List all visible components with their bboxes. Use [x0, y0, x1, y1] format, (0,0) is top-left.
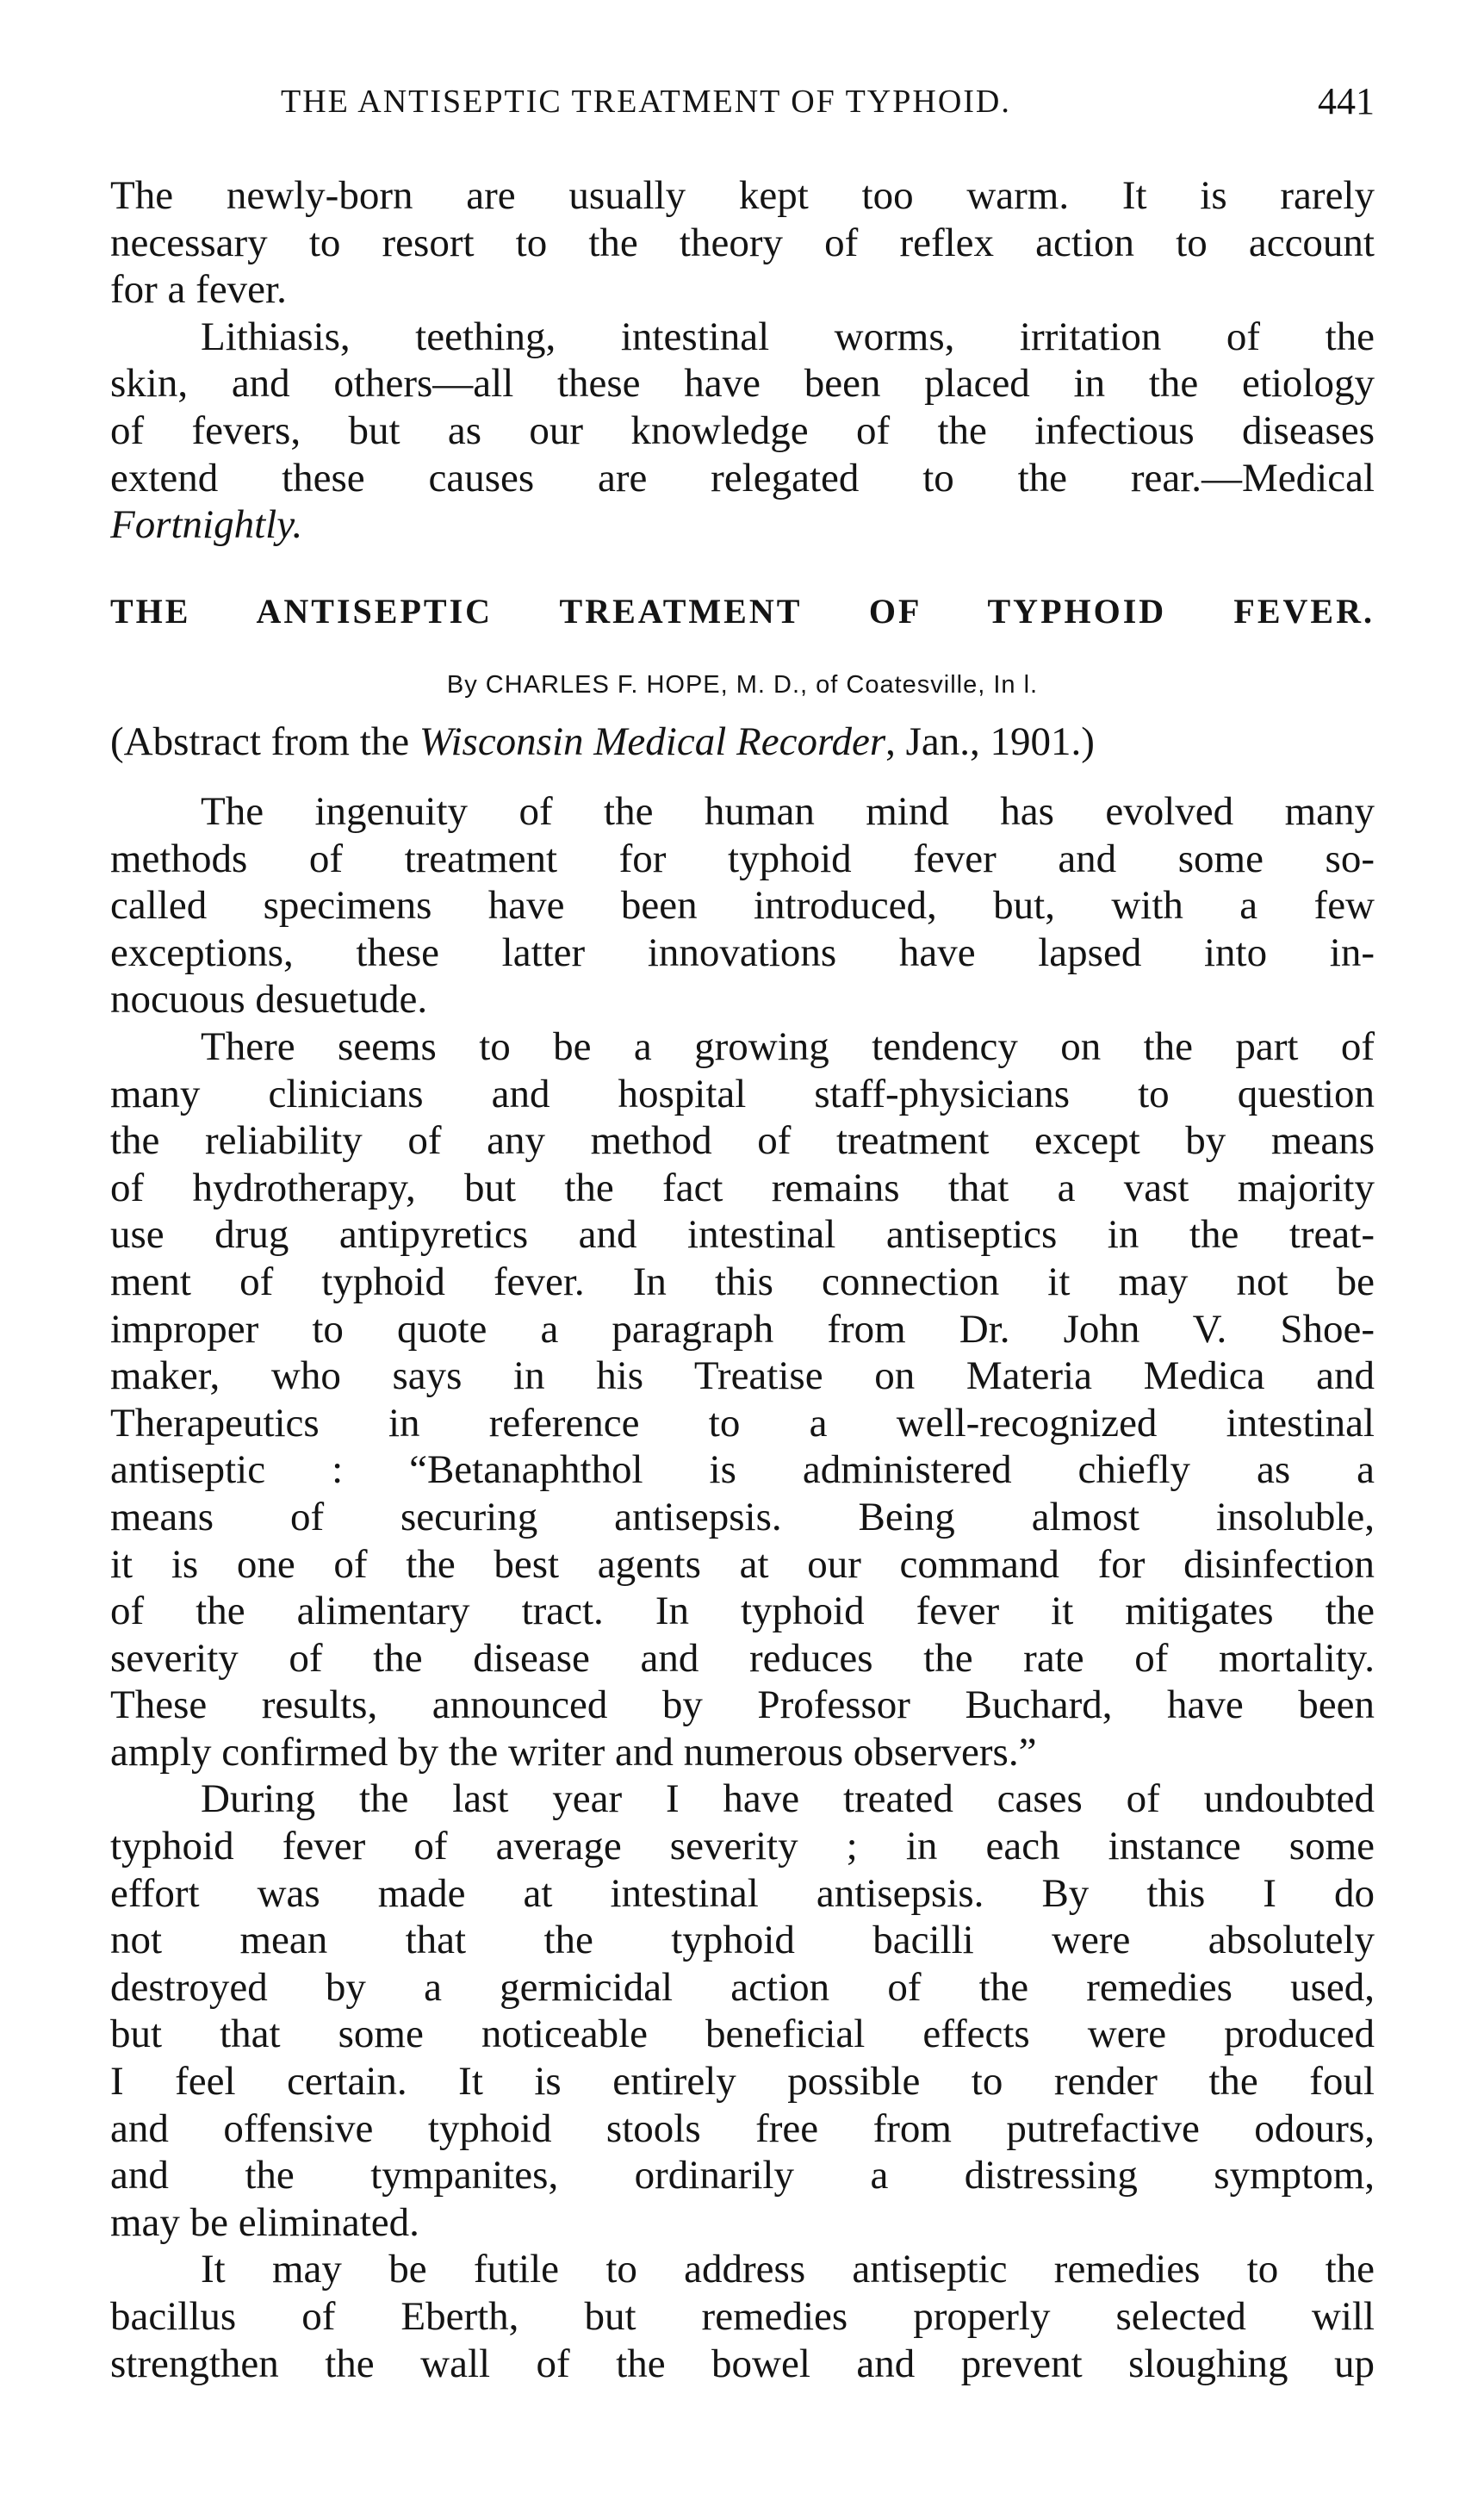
text-line: I feel certain. It is entirely possible to render the foul — [110, 2059, 1375, 2105]
text-line: and the tympanites, ordinarily a distressing symptom, — [110, 2153, 1375, 2198]
text-line: of fevers, but as our knowledge of the infectious diseases — [110, 407, 1375, 453]
text-line: severity of the disease and reduces the rate of mortality. — [110, 1635, 1375, 1681]
article-body — [110, 788, 1375, 2387]
abstract-prefix: (Abstract from the — [110, 719, 419, 764]
text-line: The newly-born are usually kept too warm. It is rarely — [110, 173, 1375, 218]
text-line: the reliability of any method of treatment except by means — [110, 1118, 1375, 1164]
text-line: many clinicians and hospital staff-physicians to question — [110, 1071, 1375, 1116]
text-line: nocuous desuetude. — [110, 977, 428, 1023]
text-line: it is one of the best agents at our command for disinfection — [110, 1541, 1375, 1587]
article-title: THE ANTISEPTIC TREATMENT OF TYPHOID FEVER. — [110, 592, 1375, 631]
text-line: During the last year I have treated cases of undoubted — [201, 1776, 1375, 1822]
abstract-suffix: , Jan., 1901.) — [885, 719, 1095, 764]
document-page — [110, 0, 1375, 2506]
text-line: of the alimentary tract. In typhoid fever it mitigates the — [110, 1589, 1375, 1634]
text-line: and offensive typhoid stools free from putrefactive odours, — [110, 2105, 1375, 2151]
text-line: amply confirmed by the writer and numerous observers.” — [110, 1729, 1037, 1775]
abstract-source-note — [110, 717, 1375, 767]
text-line: Lithiasis, teething, intestinal worms, irritation of the — [201, 314, 1375, 359]
text-line: exceptions, these latter innovations have lapsed into in- — [110, 930, 1375, 975]
text-line: There seems to be a growing tendency on the part of — [201, 1023, 1375, 1069]
text-line: These results, announced by Professor Buchard, have been — [110, 1682, 1375, 1728]
text-line: maker, who says in his Treatise on Materia Medica and — [110, 1353, 1375, 1399]
text-line: typhoid fever of average severity ; in each instance some — [110, 1824, 1375, 1869]
text-line: but that some noticeable beneficial effects were produced — [110, 2012, 1375, 2057]
text-line: means of securing antisepsis. Being almost insoluble, — [110, 1494, 1375, 1539]
text-line: skin, and others—all these have been placed in the etiology — [110, 361, 1375, 407]
text-line: effort was made at intestinal antisepsis. By this I do — [110, 1870, 1375, 1916]
text-line: ment of typhoid fever. In this connection it may not be — [110, 1259, 1375, 1304]
text-line: necessary to resort to the theory of reflex action to account — [110, 220, 1375, 265]
text-line: extend these causes are relegated to the rear.—Medical — [110, 455, 1375, 501]
text-line: It may be futile to address antiseptic remedies to the — [201, 2247, 1375, 2292]
text-line: The ingenuity of the human mind has evolved many — [201, 789, 1375, 834]
text-line: Fortnightly. — [110, 502, 303, 548]
abstract-journal: Wisconsin Medical Recorder — [419, 719, 886, 764]
running-head — [110, 76, 1375, 127]
text-line: strengthen the wall of the bowel and prevent sloughing up — [110, 2341, 1375, 2386]
running-title: THE ANTISEPTIC TREATMENT OF TYPHOID. — [281, 84, 1011, 120]
text-line: of hydrotherapy, but the fact remains that a vast majority — [110, 1165, 1375, 1210]
text-line: methods of treatment for typhoid fever and some so- — [110, 836, 1375, 881]
text-line: use drug antipyretics and intestinal antiseptics in the treat- — [110, 1212, 1375, 1258]
text-line: may be eliminated. — [110, 2199, 419, 2245]
page-number: 441 — [1318, 80, 1375, 122]
article-byline: By CHARLES F. HOPE, M. D., of Coatesville, In l. — [446, 671, 1039, 699]
text-line: bacillus of Eberth, but remedies properly selected will — [110, 2294, 1375, 2339]
text-line: called specimens have been introduced, but, with a few — [110, 883, 1375, 929]
text-line: antiseptic : “Betanaphthol is administered chiefly as a — [110, 1447, 1375, 1493]
text-line: Therapeutics in reference to a well-recognized intestinal — [110, 1400, 1375, 1446]
text-line: not mean that the typhoid bacilli were absolutely — [110, 1918, 1375, 1963]
text-line: improper to quote a paragraph from Dr. John V. Shoe- — [110, 1306, 1375, 1352]
intro-paragraphs — [110, 172, 1375, 549]
text-line: destroyed by a germicidal action of the remedies used, — [110, 1964, 1375, 2010]
text-line: for a fever. — [110, 267, 287, 313]
